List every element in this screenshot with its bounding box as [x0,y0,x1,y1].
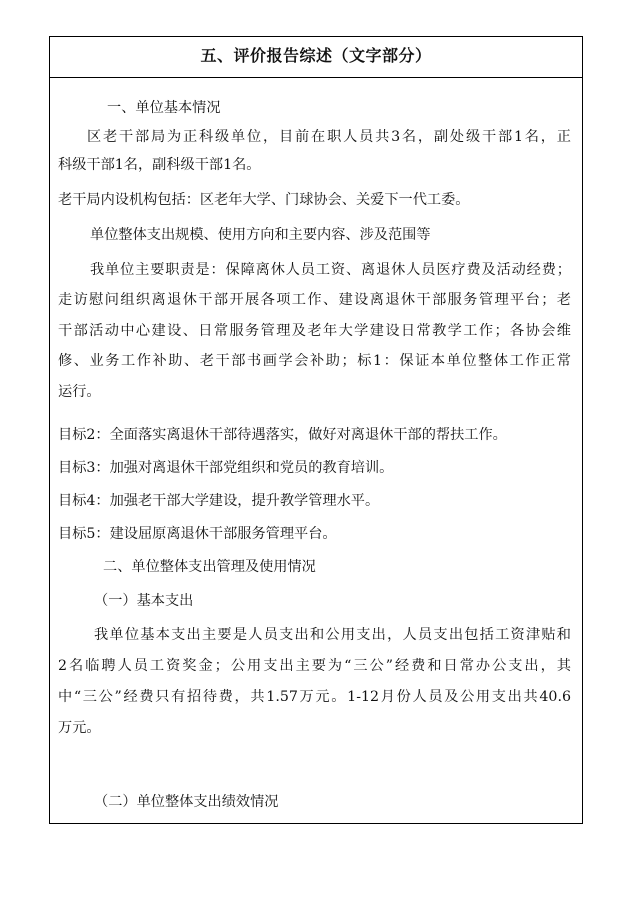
goal-line: 目标4：加强老干部大学建设，提升教学管理水平。 [58,493,380,509]
section-heading-expenditure: 二、单位整体支出管理及使用情况 [103,559,316,575]
paragraph-line: 干部活动中心建设、日常服务管理及老年大学建设日常教学工作；各协会维 [58,323,571,339]
goal-line: 目标3：加强对离退休干部党组织和党员的教育培训。 [58,460,394,476]
title-row [50,37,582,78]
goal-line: 目标2：全面落实离退休干部待遇落实，做好对离退休干部的帮扶工作。 [58,427,507,443]
paragraph-line: 2名临聘人员工资奖金；公用支出主要为“三公”经费和日常办公支出，其 [58,658,571,674]
paragraph-line: 我单位基本支出主要是人员支出和公用支出，人员支出包括工资津贴和 [94,627,571,643]
paragraph-line: 运行。 [58,384,101,400]
report-title: 五、评价报告综述（文字部分） [200,46,432,65]
goal-line: 目标5：建设屈原离退休干部服务管理平台。 [58,526,337,542]
paragraph-line: 走访慰问组织离退休干部开展各项工作、建设离退休干部服务管理平台；老 [58,292,571,308]
paragraph-line: 我单位主要职责是：保障离休人员工资、离退休人员医疗费及活动经费； [90,262,571,278]
paragraph-line: 单位整体支出规模、使用方向和主要内容、涉及范围等 [90,227,431,243]
paragraph-line: 中“三公”经费只有招待费，共1.57万元。1-12月份人员及公用支出共40.6 [58,689,571,705]
subsection-heading-basic-expenditure: （一）基本支出 [94,593,194,609]
paragraph-line: 修、业务工作补助、老干部书画学会补助；标1：保证本单位整体工作正常 [58,353,571,369]
paragraph-line: 老干局内设机构包括：区老年大学、门球协会、关爱下一代工委。 [58,192,470,208]
paragraph-line: 区老干部局为正科级单位，目前在职人员共3名，副处级干部1名，正 [87,129,571,145]
subsection-heading-performance: （二）单位整体支出绩效情况 [94,794,279,810]
section-heading-basic-info: 一、单位基本情况 [107,100,221,116]
paragraph-line: 科级干部1名，副科级干部1名。 [58,157,261,173]
paragraph-line: 万元。 [58,720,101,736]
